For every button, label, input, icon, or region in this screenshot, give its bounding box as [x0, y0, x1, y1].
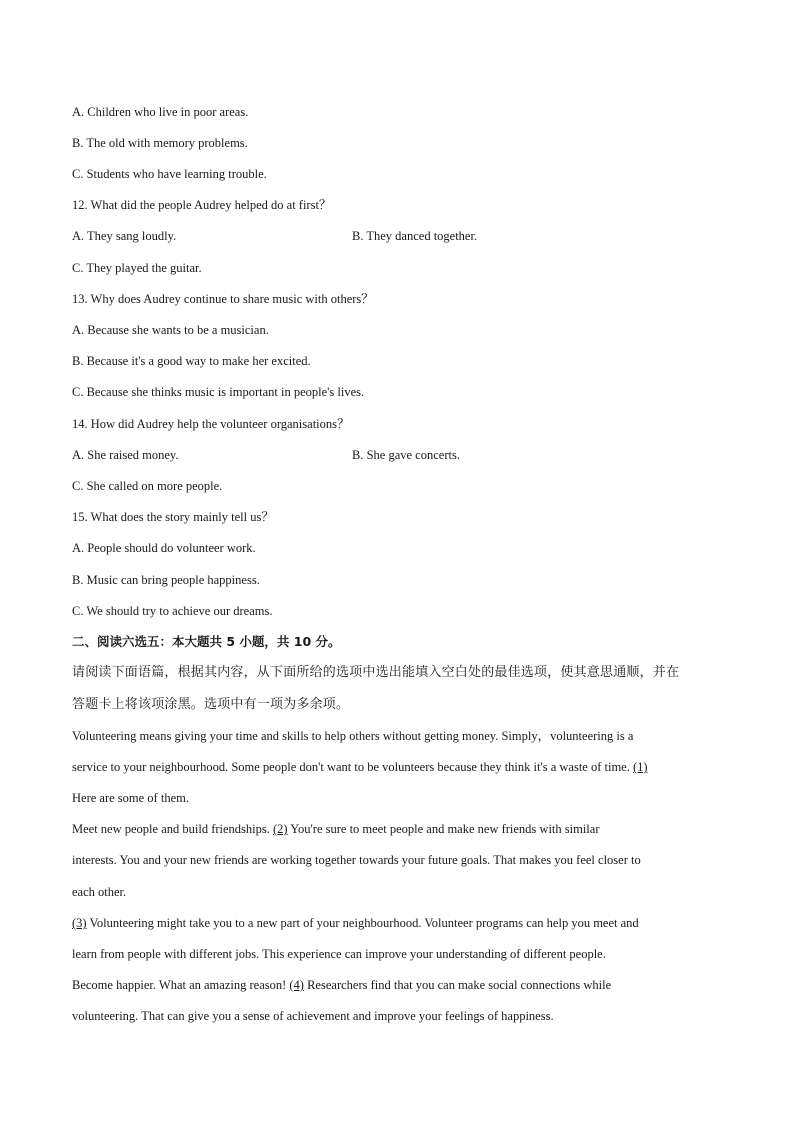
passage-text: Meet new people and build friendships.: [72, 822, 270, 836]
q14-option-c: C. She called on more people.: [72, 479, 223, 493]
q15-option-b: B. Music can bring people happiness.: [72, 573, 260, 587]
q14-option-b: B. She gave concerts.: [352, 448, 460, 462]
q12-question: 12. What did the people Audrey helped do at first？: [72, 198, 332, 212]
blank-4: (4): [289, 978, 304, 992]
q14-question: 14. How did Audrey help the volunteer organisations？: [72, 417, 350, 431]
q13-question: 13. Why does Audrey continue to share music with others？: [72, 292, 374, 306]
passage-line: volunteering. That can give you a sense of achievement and improve your feelings of happiness.: [72, 1009, 554, 1023]
passage-text: Become happier. What an amazing reason!: [72, 978, 287, 992]
passage-text: Researchers find that you can make social connections while: [307, 978, 612, 992]
passage-line: [72, 759, 648, 775]
passage-line: [72, 915, 639, 931]
passage-line: [72, 977, 611, 993]
passage-line: learn from people with different jobs. This experience can improve your understanding of different people.: [72, 947, 606, 961]
section-heading: 二、阅读六选五：本大题共 5 小题，共 10 分。: [72, 634, 341, 649]
passage-text: You're sure to meet people and make new friends with similar: [290, 822, 600, 836]
passage-text: Volunteering might take you to a new part of your neighbourhood. Volunteer programs can help you meet and: [89, 916, 639, 930]
q13-option-a: A. Because she wants to be a musician.: [72, 323, 269, 337]
passage-line: each other.: [72, 885, 127, 899]
passage-text: service to your neighbourhood. Some people don't want to be volunteers because they think it's a waste of time.: [72, 760, 630, 774]
passage-line: interests. You and your new friends are working together towards your future goals. That makes you feel closer to: [72, 853, 641, 867]
q15-question: 15. What does the story mainly tell us？: [72, 510, 274, 524]
q12-option-c: C. They played the guitar.: [72, 261, 202, 275]
section-instruction-line2: 答题卡上将该项涂黑。选项中有一项为多余项。: [72, 697, 350, 712]
q13-option-c: C. Because she thinks music is important in people's lives.: [72, 385, 365, 399]
passage-line: Volunteering means giving your time and skills to help others without getting money. Simply，volunteering is a: [72, 729, 634, 743]
q13-option-b: B. Because it's a good way to make her excited.: [72, 354, 311, 368]
blank-3: (3): [72, 916, 87, 930]
blank-2: (2): [273, 822, 288, 836]
passage-line: [72, 821, 600, 837]
q12-option-a: A. They sang loudly.: [72, 229, 177, 243]
q14-option-a: A. She raised money.: [72, 448, 179, 462]
q11-option-b: B. The old with memory problems.: [72, 136, 248, 150]
q11-option-a: A. Children who live in poor areas.: [72, 105, 249, 119]
passage-line: Here are some of them.: [72, 791, 189, 805]
q11-option-c: C. Students who have learning trouble.: [72, 167, 267, 181]
q15-option-c: C. We should try to achieve our dreams.: [72, 604, 273, 618]
blank-1: (1): [632, 760, 648, 774]
section-instruction-line1: 请阅读下面语篇，根据其内容，从下面所给的选项中选出能填入空白处的最佳选项，使其意思通顺，并在: [72, 665, 680, 680]
q12-option-b: B. They danced together.: [352, 229, 478, 243]
q15-option-a: A. People should do volunteer work.: [72, 541, 256, 555]
